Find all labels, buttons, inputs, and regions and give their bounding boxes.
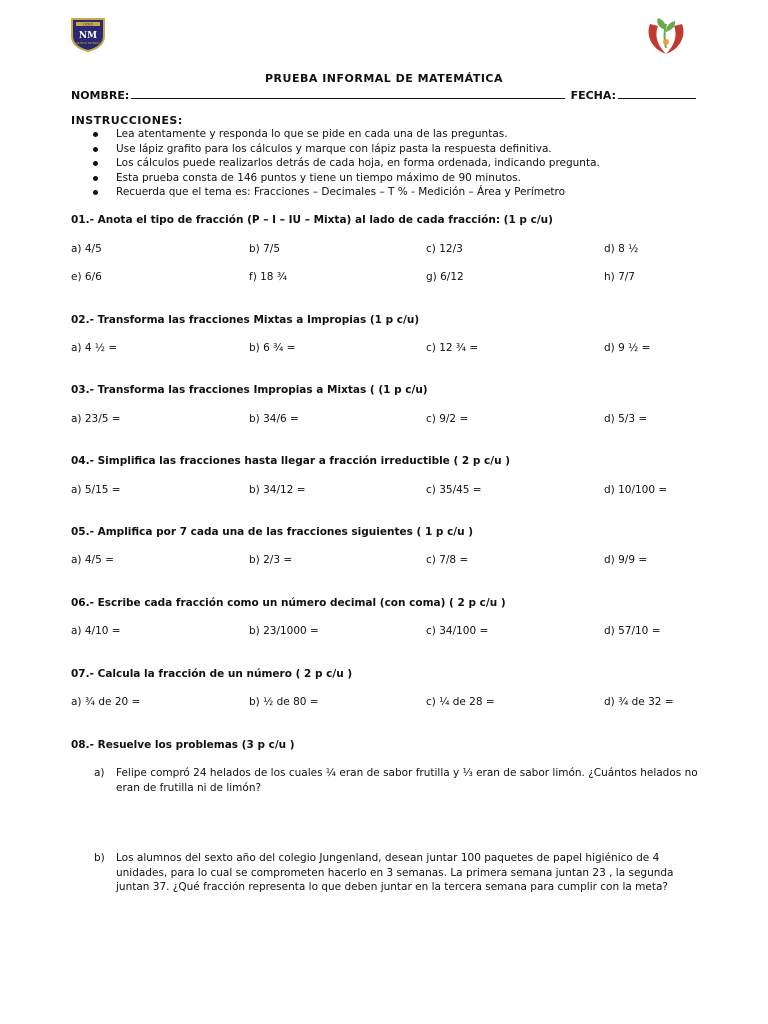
- crest-text-bottom: NUEVO MUNDO: [76, 41, 100, 45]
- item-b: b) ½ de 80 =: [249, 696, 319, 708]
- question-3-heading: 03.- Transforma las fracciones Impropias a Mixtas ( (1 p c/u): [71, 384, 428, 396]
- page-title: PRUEBA INFORMAL DE MATEMÁTICA: [264, 72, 504, 85]
- instruction-item: Recuerda que el tema es: Fracciones – Decimales – T % - Medición – Área y Perímetro: [71, 185, 711, 200]
- question-2-row-1: [71, 342, 711, 356]
- question-5-heading: 05.- Amplifica por 7 cada una de las fracciones siguientes ( 1 p c/u ): [71, 526, 474, 538]
- school-crest-icon: [70, 16, 106, 52]
- student-info-line: [71, 86, 696, 102]
- question-7-row-1: [71, 696, 711, 710]
- question-3-row-1: [71, 413, 711, 427]
- item-c: c) ¼ de 28 =: [426, 696, 495, 708]
- problem-a: [94, 766, 706, 795]
- problem-b-label: b): [94, 852, 105, 864]
- problem-a-text: Felipe compró 24 helados de los cuales ¼ eran de sabor frutilla y ⅓ eran de sabor limón. ¿Cuántos helados no eran de frutilla ni de limón?: [116, 767, 698, 794]
- item-c: c) 12 ¾ =: [426, 342, 479, 354]
- instruction-item: Los cálculos puede realizarlos detrás de cada hoja, en forma ordenada, indicando pregunta.: [71, 156, 711, 171]
- item-d: d) 9/9 =: [604, 554, 648, 566]
- question-5-row-1: [71, 554, 711, 568]
- item-f: f) 18 ¾: [249, 271, 288, 283]
- instruction-item: Esta prueba consta de 146 puntos y tiene un tiempo máximo de 90 minutos.: [71, 171, 711, 186]
- item-a: a) 4/5 =: [71, 554, 114, 566]
- item-d: d) 8 ½: [604, 243, 639, 255]
- question-7-heading: 07.- Calcula la fracción de un número ( 2 p c/u ): [71, 668, 353, 680]
- name-label: NOMBRE:: [71, 89, 130, 102]
- problem-b: [94, 851, 706, 895]
- date-label: FECHA:: [570, 89, 616, 102]
- item-a: a) 4/5: [71, 243, 102, 255]
- item-b: b) 34/6 =: [249, 413, 299, 425]
- item-h: h) 7/7: [604, 271, 635, 283]
- date-field[interactable]: [618, 97, 696, 99]
- item-a: a) 5/15 =: [71, 484, 121, 496]
- item-b: b) 2/3 =: [249, 554, 293, 566]
- item-c: c) 35/45 =: [426, 484, 482, 496]
- instructions-list: [71, 127, 711, 200]
- question-8-heading: 08.- Resuelve los problemas (3 p c/u ): [71, 739, 295, 751]
- instruction-item: Lea atentamente y responda lo que se pide en cada una de las preguntas.: [71, 127, 711, 142]
- item-c: c) 7/8 =: [426, 554, 469, 566]
- question-4-row-1: [71, 484, 711, 498]
- item-d: d) 5/3 =: [604, 413, 648, 425]
- item-c: c) 9/2 =: [426, 413, 469, 425]
- item-b: b) 34/12 =: [249, 484, 306, 496]
- item-c: c) 12/3: [426, 243, 463, 255]
- question-1-heading: 01.- Anota el tipo de fracción (P – I – IU – Mixta) al lado de cada fracción: (1 p c/u): [71, 214, 553, 226]
- crest-text-middle: NM: [78, 31, 98, 41]
- item-b: b) 23/1000 =: [249, 625, 319, 637]
- instructions-heading: INSTRUCCIONES:: [71, 114, 183, 127]
- instruction-item: Use lápiz grafito para los cálculos y marque con lápiz pasta la respuesta definitiva.: [71, 142, 711, 157]
- question-6-row-1: [71, 625, 711, 639]
- item-b: b) 6 ¾ =: [249, 342, 296, 354]
- item-a: a) 4/10 =: [71, 625, 121, 637]
- name-field[interactable]: [131, 97, 564, 99]
- problem-a-label: a): [94, 767, 105, 779]
- item-d: d) ¾ de 32 =: [604, 696, 674, 708]
- item-a: a) ¾ de 20 =: [71, 696, 141, 708]
- question-4-heading: 04.- Simplifica las fracciones hasta llegar a fracción irreductible ( 2 p c/u ): [71, 455, 511, 467]
- item-c: c) 34/100 =: [426, 625, 489, 637]
- question-1-row-1: [71, 243, 711, 257]
- item-d: d) 9 ½ =: [604, 342, 651, 354]
- problem-b-text: Los alumnos del sexto año del colegio Jungenland, desean juntar 100 paquetes de papel higiénico de 4 unidades, para lo cual se comprometen hacerlo en 3 semanas. La primera semana juntan 23 , la segunda juntan 37. ¿Qué fracción representa lo que deben juntar en la tercera semana para cumplir con la meta?: [116, 852, 674, 893]
- crest-text-top: LICEO: [82, 22, 94, 27]
- question-6-heading: 06.- Escribe cada fracción como un número decimal (con coma) ( 2 p c/u ): [71, 597, 506, 609]
- hands-sprout-logo-icon: [644, 14, 688, 56]
- item-g: g) 6/12: [426, 271, 464, 283]
- item-e: e) 6/6: [71, 271, 102, 283]
- question-1-row-2: [71, 271, 711, 285]
- item-a: a) 4 ½ =: [71, 342, 118, 354]
- item-b: b) 7/5: [249, 243, 280, 255]
- question-2-heading: 02.- Transforma las fracciones Mixtas a Impropias (1 p c/u): [71, 314, 420, 326]
- item-d: d) 10/100 =: [604, 484, 668, 496]
- item-d: d) 57/10 =: [604, 625, 661, 637]
- item-a: a) 23/5 =: [71, 413, 121, 425]
